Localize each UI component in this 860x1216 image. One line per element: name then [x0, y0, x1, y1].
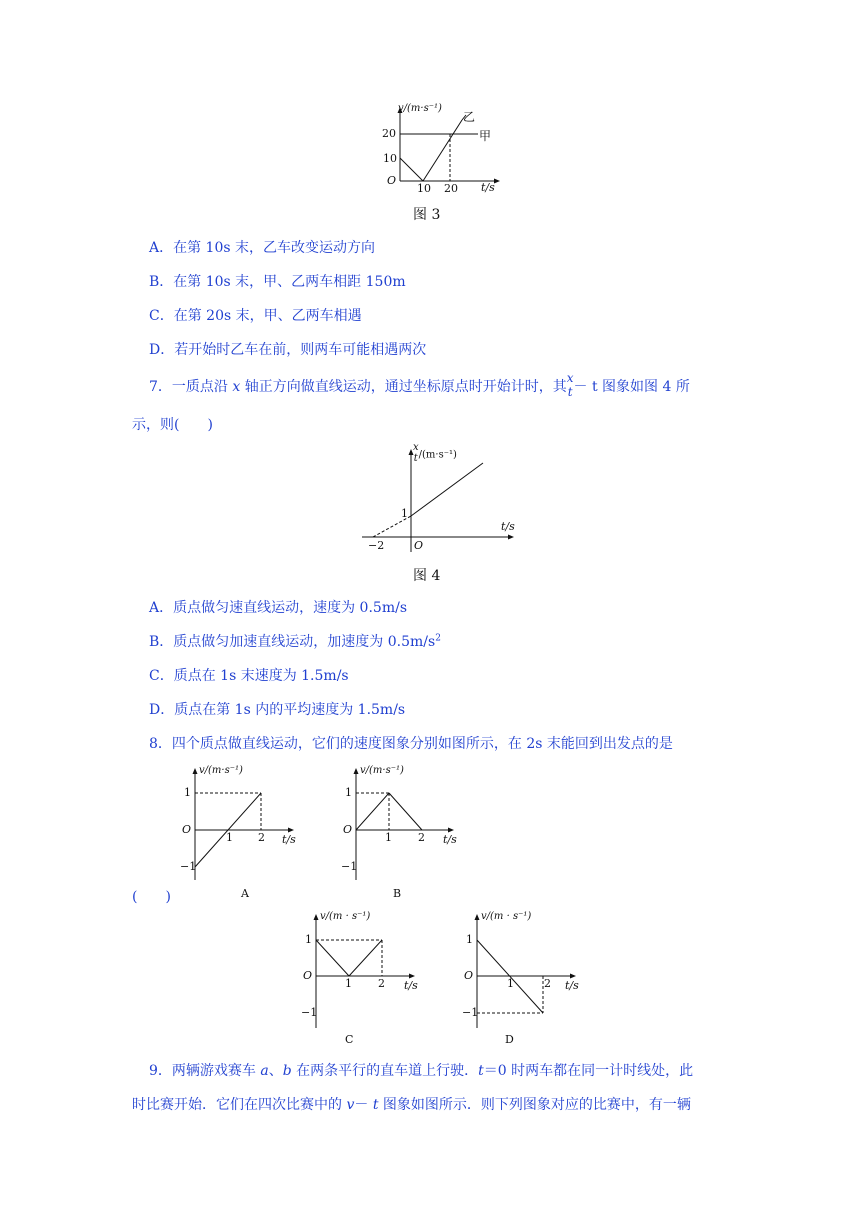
q6-option-a: A．在第 10s 末，乙车改变运动方向 [149, 240, 376, 256]
graph-c [314, 914, 416, 1028]
graph-c-xlabel: t/s [404, 979, 418, 992]
graph-b-ylabel: v/(m·s⁻¹) [360, 765, 404, 776]
q6-option-c: C．在第 20s 末，甲、乙两车相遇 [149, 308, 362, 324]
graph-c-v1: 1 [305, 933, 312, 946]
graph-a-origin: O [182, 823, 192, 836]
q9-l2-c: 图象如图所示．则下列图象对应的比赛中，有一辆 [378, 1097, 691, 1113]
fig4-origin: O [414, 539, 424, 552]
graph-a-ylabel: v/(m·s⁻¹) [199, 765, 243, 776]
graph-b-v1: 1 [345, 786, 352, 799]
q7-option-a: A．质点做匀速直线运动，速度为 0.5m/s [149, 600, 408, 616]
graph-b-t1: 1 [385, 831, 392, 844]
fig4-tick-x-m2: −2 [368, 539, 385, 552]
fig4-ylabel-unit: /(m·s⁻¹) [418, 449, 457, 461]
graph-b-t2: 2 [418, 831, 425, 844]
fig4-caption: 图 4 [413, 568, 441, 584]
q7-text-before: 7．一质点沿 [149, 379, 233, 395]
q7-stem-line2: 示，则( ) [132, 417, 213, 433]
graph-d-xlabel: t/s [565, 979, 579, 992]
graph-c-ylabel: v/(m · s⁻¹) [320, 911, 371, 922]
graph-b-caption: B [393, 887, 402, 900]
graph-b-vm1: −1 [341, 860, 358, 873]
graph-a-t1: 1 [226, 831, 233, 844]
q7-option-b-text: B．质点做匀加速直线运动，加速度为 0.5m/s [149, 634, 436, 650]
graph-a-caption: A [241, 887, 249, 900]
graph-d-v1: 1 [466, 933, 473, 946]
q9-var-a: a [260, 1063, 269, 1079]
fig4-ylabel-den: t [413, 453, 418, 464]
fig3-caption: 图 3 [413, 207, 441, 223]
q9-l1-d: ＝0 时两车都在同一计时线处，此 [483, 1063, 694, 1079]
q7-text-after: － t 图象如图 4 所 [573, 379, 690, 395]
graph-c-vm1: −1 [301, 1006, 318, 1019]
q9-l1-a: 9．两辆游戏赛车 [149, 1063, 261, 1079]
fig3-label-jia: 甲 [479, 129, 492, 143]
q7-frac-num: x [566, 371, 574, 385]
q7-frac-den: t [567, 385, 573, 399]
q8-paren: ( ) [132, 889, 171, 905]
graph-b [354, 768, 455, 880]
fig4-tick-y-1: 1 [401, 507, 408, 520]
q9-var-b: b [282, 1063, 292, 1079]
graph-b-xlabel: t/s [443, 833, 457, 846]
q9-l1-b: 、 [268, 1063, 283, 1079]
graph-c-origin: O [303, 969, 313, 982]
graph-a-vm1: −1 [180, 860, 197, 873]
q9-l2-t: t [372, 1097, 379, 1113]
graph-a-xlabel: t/s [282, 833, 296, 846]
graph-d-t1: 1 [507, 977, 514, 990]
q6-option-b: B．在第 10s 末，甲、乙两车相距 150m [149, 274, 406, 290]
q7-option-d: D．质点在第 1s 内的平均速度为 1.5m/s [149, 702, 406, 718]
q7-x-var: x [232, 379, 241, 395]
fig3-ylabel: v/(m·s⁻¹) [398, 103, 442, 114]
fig3-tick-y-10: 10 [383, 152, 397, 165]
graph-d-ylabel: v/(m · s⁻¹) [481, 911, 532, 922]
q7-option-c: C．质点在 1s 末速度为 1.5m/s [149, 668, 349, 684]
q7-text-mid: 轴正方向做直线运动，通过坐标原点时开始计时，其 [240, 379, 567, 395]
fig3-tick-x-10: 10 [417, 182, 431, 195]
q9-l2-v: v [346, 1097, 355, 1113]
q7-option-b-sup: 2 [435, 633, 441, 644]
graph-c-t2: 2 [378, 977, 385, 990]
q9-l2-a: 时比赛开始．它们在四次比赛中的 [132, 1097, 347, 1113]
fig3-tick-y-20: 20 [382, 127, 396, 140]
q8-stem: 8．四个质点做直线运动，它们的速度图象分别如图所示，在 2s 末能回到出发点的是 [149, 736, 673, 752]
graph-d-caption: D [505, 1033, 514, 1046]
graph-d-t2: 2 [544, 977, 551, 990]
graph-a-t2: 2 [258, 831, 265, 844]
q9-var-t: t [478, 1063, 484, 1079]
q6-option-d: D．若开始时乙车在前，则两车可能相遇两次 [149, 342, 427, 358]
fig3-origin: O [387, 174, 397, 187]
graph-d-origin: O [464, 969, 474, 982]
q9-l2-b: － [354, 1097, 373, 1113]
fig3-tick-x-20: 20 [444, 182, 458, 195]
graph-d-vm1: −1 [462, 1006, 479, 1019]
q9-l1-c: 在两条平行的直车道上行驶． [291, 1063, 479, 1079]
fig3-label-yi: 乙 [463, 110, 476, 124]
graph-b-origin: O [343, 823, 353, 836]
fig4-xlabel: t/s [501, 520, 515, 533]
fig4-ylabel-num: x [413, 442, 419, 453]
q9-line1 [149, 1060, 693, 1080]
graph-c-caption: C [345, 1033, 354, 1046]
fig3-xlabel: t/s [481, 181, 495, 194]
graph-c-t1: 1 [345, 977, 352, 990]
graph-a-v1: 1 [184, 786, 191, 799]
q9-line2 [132, 1094, 691, 1114]
graph-d [475, 914, 577, 1028]
graph-a [193, 768, 295, 880]
